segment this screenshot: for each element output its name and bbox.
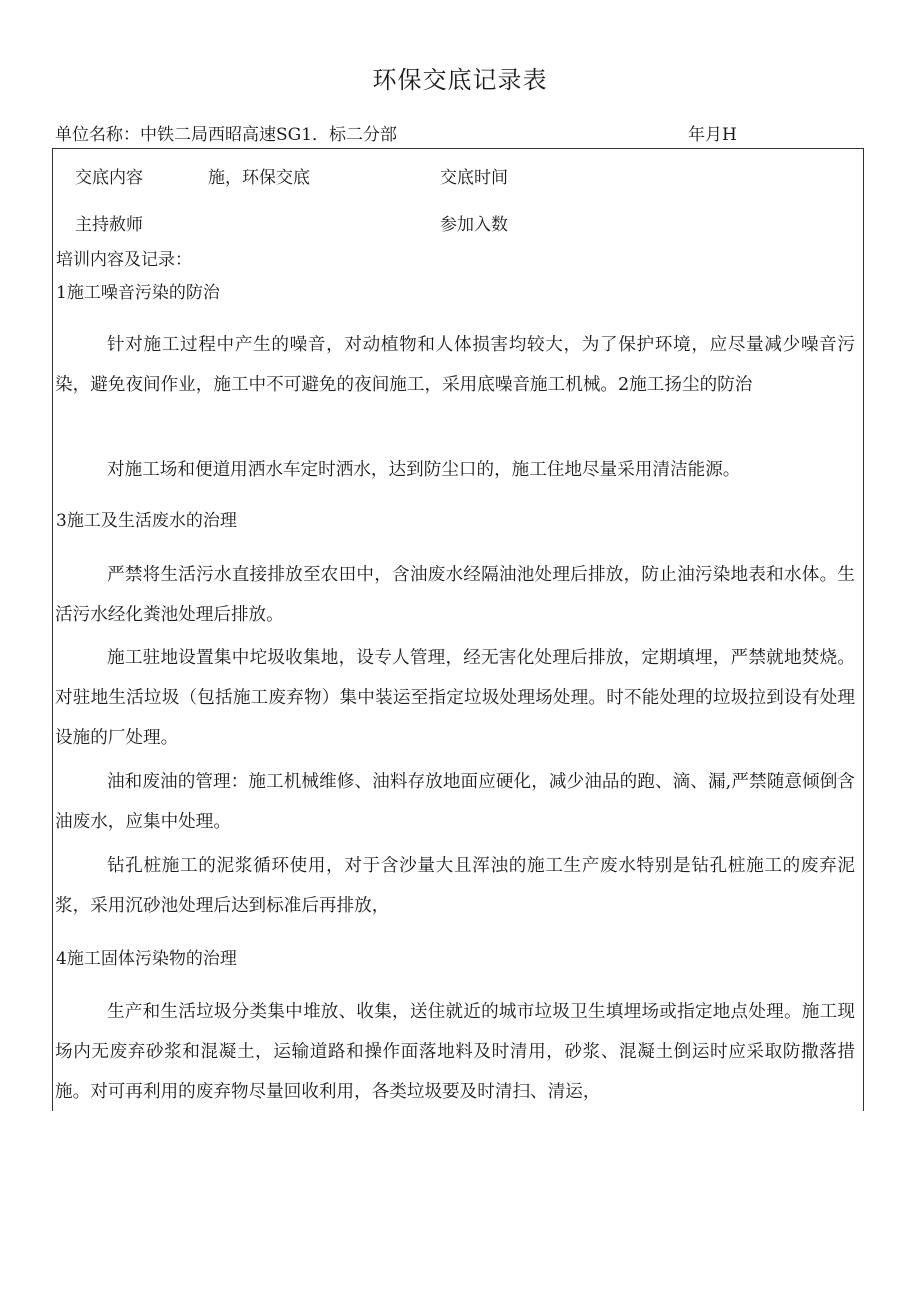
time-label: 交底时间 (440, 168, 508, 188)
attendees-label: 参加入数 (440, 215, 508, 235)
document-title: 环保交底记录表 (372, 66, 548, 94)
content-value: 施，环保交底 (208, 168, 310, 188)
date-label: 年月H (688, 125, 737, 145)
section3-heading: 3施工及生活废水的治理 (56, 511, 237, 531)
section1-paragraph: 针对施工过程中产生的噪音，对动植物和人体损害均较大，为了保护环境，应尽量减少噪音污染，避免夜间作业，施工中不可避免的夜间施工，采用底噪音施工机械。2施工扬尘的防治 (55, 335, 855, 395)
section3-paragraph-3: 油和废油的管理：施工机械维修、油料存放地面应硬化，减少油品的跑、滴、漏,严禁随意倾倒含油废水，应集中处理。 (55, 772, 855, 832)
section3-paragraph-4: 钻孔桩施工的泥浆循环使用，对于含沙量大且浑浊的施工生产废水特别是钻孔桩施工的废弃泥浆，采用沉砂池处理后达到标准后再排放， (55, 856, 855, 916)
unit-name-line: 单位名称：中铁二局西昭高速SG1．标二分部 (55, 125, 398, 145)
host-label: 主持赦师 (75, 215, 143, 235)
section4-heading: 4施工固体污染物的治理 (56, 949, 237, 969)
section4-paragraph: 生产和生活垃圾分类集中堆放、收集，送住就近的城市垃圾卫生填埋场或指定地点处理。施工现场内无废弃砂浆和混凝土，运输道路和操作面落地料及时清用，砂浆、混凝土倒运时应采取防撒落措施。对可再利用的废弃物尽量回收利用，各类垃圾要及时清扫、清运， (55, 1002, 855, 1102)
section3-paragraph-2: 施工驻地设置集中坨圾收集地，设专人管理，经无害化处理后排放，定期填埋，严禁就地焚烧。对驻地生活垃圾（包括施工废弃物）集中装运至指定垃圾处理场处理。时不能处理的垃圾拉到设有处理设施的厂处理。 (55, 648, 855, 748)
section2-paragraph: 对施工场和便道用洒水车定时洒水，达到防尘口的，施工住地尽量采用清洁能源。 (107, 460, 741, 480)
training-label: 培训内容及记录： (56, 250, 192, 270)
section1-heading: 1施工噪音污染的防治 (56, 283, 220, 303)
section3-paragraph-1: 严禁将生活污水直接排放至农田中，含油废水经隔油池处理后排放，防止油污染地表和水体。生活污水经化粪池处理后排放。 (55, 565, 855, 625)
content-label: 交底内容 (75, 168, 143, 188)
